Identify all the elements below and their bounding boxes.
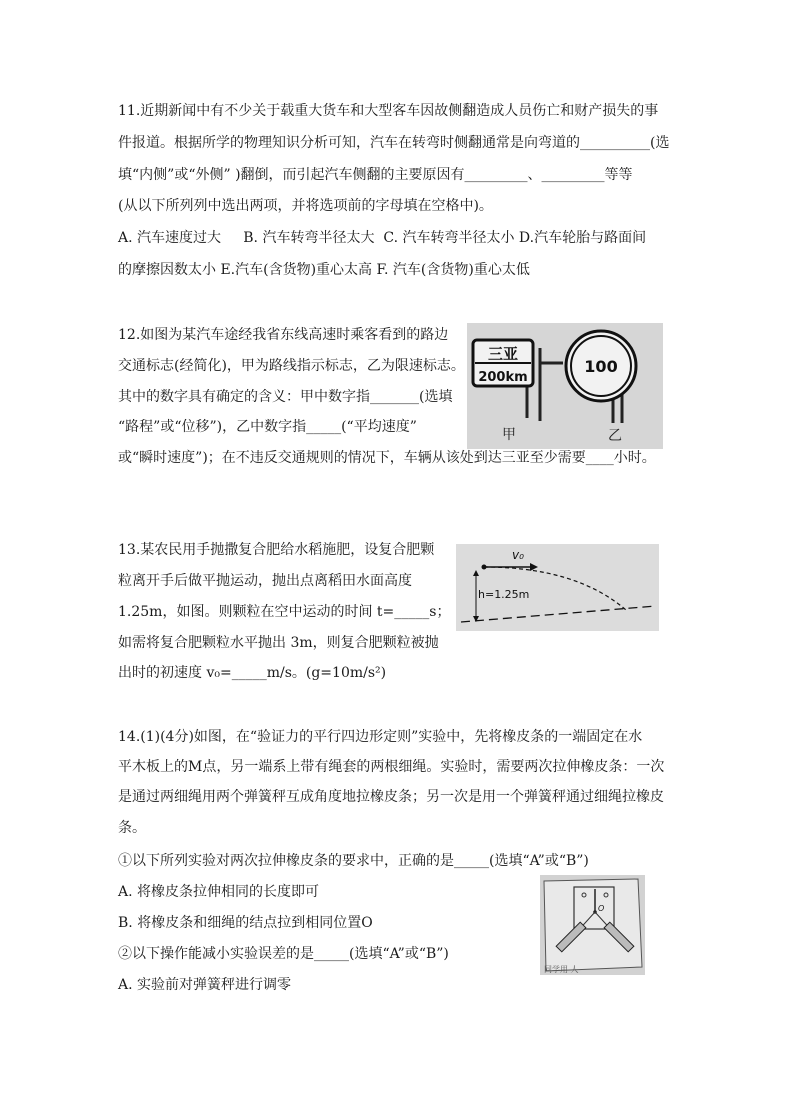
q14-line-4: 条。	[118, 820, 146, 836]
q12-line-2: 交通标志(经简化)，甲为路线指示标志，乙为限速标志。	[118, 358, 465, 374]
q14-subq1: ①以下所列实验对两次拉伸橡皮条的要求中，正确的是_____(选填“A”或“B”)	[118, 853, 589, 869]
sign-distance-label: 200km	[478, 370, 528, 385]
figure-label-yi: 乙	[608, 428, 622, 444]
q12-line-4: “路程”或“位移”)，乙中数字指_____(“平均速度”	[118, 419, 417, 435]
traffic-sign-figure	[467, 323, 663, 449]
q12-line-5: 或“瞬时速度”)；在不违反交通规则的情况下，车辆从该处到达三亚至少需要____小时。	[118, 450, 656, 466]
q14-line-3: 是通过两细绳用两个弹簧秤互成角度地拉橡皮条；另一次是用一个弹簧秤通过细绳拉橡皮	[118, 789, 664, 805]
q11-line-1: 11.近期新闻中有不少关于载重大货车和大型客车因故侧翻造成人员伤亡和财产损失的事	[118, 103, 659, 119]
q11-options-line-2: 的摩擦因数太小 E.汽车(含货物)重心太高 F. 汽车(含货物)重心太低	[118, 262, 530, 278]
q14-line-1: 14.(1)(4分)如图，在“验证力的平行四边形定则”实验中，先将橡皮条的一端固定在水	[118, 729, 643, 745]
q11-line-4: (从以下所列列中选出两项，并将选项前的字母填在空格中)。	[118, 198, 493, 214]
figure-label-jia: 甲	[502, 427, 516, 443]
q12-line-3: 其中的数字具有确定的含义：甲中数字指_______(选填	[118, 389, 453, 405]
speed-limit-value: 100	[584, 357, 618, 376]
q13-line-3: 1.25m，如图。则颗粒在空中运动的时间 t=_____s；	[118, 604, 451, 620]
figure-caption-fragment: 同学用 人	[544, 965, 579, 974]
sign-place-label: 三亚	[487, 345, 519, 363]
q13-line-4: 如需将复合肥颗粒水平抛出 3m，则复合肥颗粒被抛	[118, 635, 439, 651]
velocity-label: v₀	[512, 548, 524, 562]
q14-subq2-option-a: A. 实验前对弹簧秤进行调零	[118, 977, 292, 993]
q14-subq1-option-a: A. 将橡皮条拉伸相同的长度即可	[118, 884, 320, 900]
q11-line-2: 件报道。根据所学的物理知识分析可知，汽车在转弯时侧翻通常是向弯道的__________(选	[118, 135, 670, 151]
q11-options-line-1: A. 汽车速度过大 B. 汽车转弯半径太大 C. 汽车转弯半径太小 D.汽车轮胎与路面间	[118, 230, 647, 246]
q14-line-2: 平木板上的M点，另一端系上带有绳套的两根细绳。实验时，需要两次拉伸橡皮条：一次	[118, 759, 665, 775]
q14-subq1-option-b: B. 将橡皮条和细绳的结点拉到相同位置O	[118, 915, 373, 931]
q14-subq2: ②以下操作能减小实验误差的是_____(选填“A”或“B”)	[118, 946, 449, 962]
q13-line-2: 粒离开手后做平抛运动，抛出点离稻田水面高度	[118, 573, 412, 589]
projectile-figure	[456, 544, 659, 631]
q11-line-3: 填“内侧”或“外侧” )翻倒，而引起汽车侧翻的主要原因有_________、_________等等	[118, 167, 633, 183]
point-o-label: O	[598, 904, 605, 913]
q12-line-1: 12.如图为某汽车途经我省东线高速时乘客看到的路边	[118, 327, 449, 343]
force-experiment-figure	[540, 875, 645, 975]
q13-line-5: 出时的初速度 v₀=_____m/s。(g=10m/s²)	[118, 665, 387, 681]
height-label: h=1.25m	[478, 588, 530, 601]
q13-line-1: 13.某农民用手抛撒复合肥给水稻施肥，设复合肥颗	[118, 542, 435, 558]
